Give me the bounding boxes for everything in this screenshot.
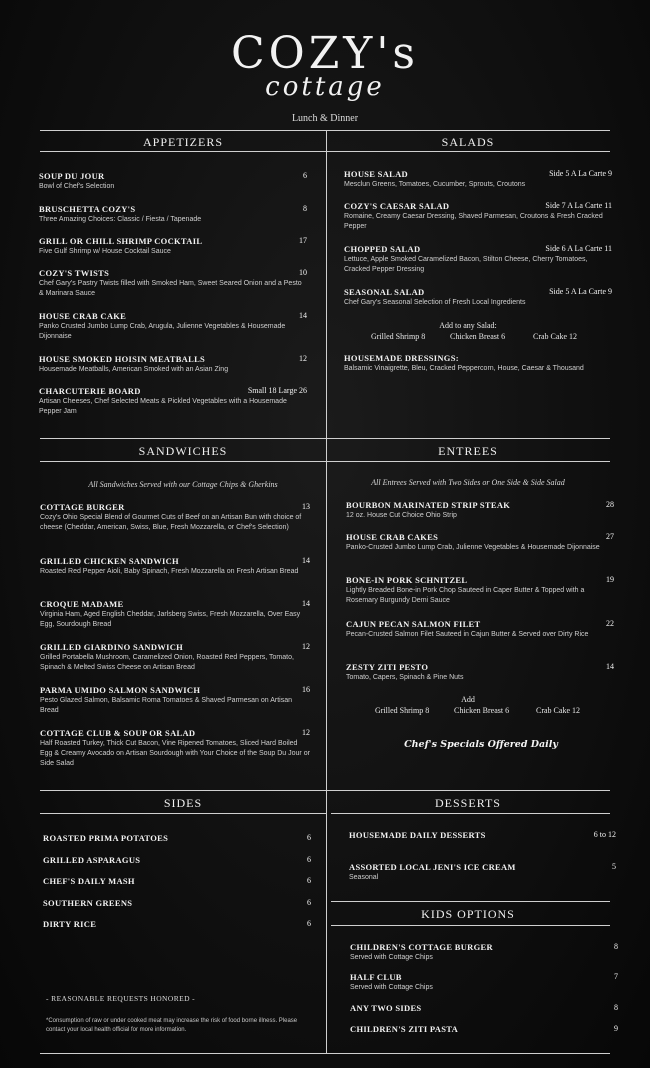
item-name: BOURBON MARINATED STRIP STEAK bbox=[346, 500, 511, 510]
divider bbox=[40, 813, 326, 814]
item-price: Side 7 A La Carte 11 bbox=[545, 201, 612, 210]
item-name: HOUSE CRAB CAKE bbox=[39, 311, 127, 321]
item-price: 22 bbox=[606, 619, 614, 628]
item-description: Five Gulf Shrimp w/ House Cocktail Sauce bbox=[39, 248, 171, 255]
item-name: HOUSE SALAD bbox=[344, 169, 408, 179]
salad-add-chicken: Chicken Breast 6 bbox=[450, 332, 506, 341]
item-price: 10 bbox=[299, 268, 307, 277]
item-description: Virginia Ham, Aged English Cheddar, Jarlsberg Swiss, Fresh Mozzarella, Over Easy Egg, Sourdough Bread bbox=[40, 611, 301, 628]
menu-item-childrens-ziti-pasta bbox=[350, 1024, 618, 1034]
menu-subtitle: Lunch & Dinner bbox=[291, 113, 359, 124]
menu-item-house-salad bbox=[344, 169, 612, 190]
menu-item-croque-madame bbox=[40, 599, 310, 630]
item-price: 8 bbox=[303, 204, 307, 213]
item-name: SEASONAL SALAD bbox=[344, 287, 425, 297]
item-price: 16 bbox=[302, 685, 310, 694]
item-price: 6 bbox=[307, 833, 311, 842]
item-description: Pecan-Crusted Salmon Filet Sauteed in Cajun Butter & Served over Dirty Rice bbox=[346, 631, 589, 638]
menu-item-bourbon-strip-steak bbox=[346, 500, 614, 521]
item-price: 9 bbox=[614, 1024, 618, 1033]
item-name: COTTAGE BURGER bbox=[40, 502, 125, 512]
menu-item-soup-du-jour bbox=[39, 171, 307, 192]
salad-add-crab-cake: Crab Cake 12 bbox=[533, 332, 577, 341]
item-description: Mesclun Greens, Tomatoes, Cucumber, Sprouts, Croutons bbox=[344, 181, 526, 188]
item-name: CHOPPED SALAD bbox=[344, 244, 421, 254]
salad-add-title: Add to any Salad: bbox=[439, 321, 497, 330]
item-description: Pesto Glazed Salmon, Balsamic Roma Tomatoes & Shaved Parmesan on Artisan Bread bbox=[40, 697, 292, 714]
item-price: 13 bbox=[302, 502, 310, 511]
item-price: Small 18 Large 26 bbox=[247, 386, 307, 395]
item-price: 14 bbox=[302, 599, 310, 608]
divider bbox=[40, 130, 610, 131]
menu-item-bruschetta bbox=[39, 204, 307, 225]
item-name: GRILLED GIARDINO SANDWICH bbox=[40, 642, 184, 652]
item-name: ROASTED PRIMA POTATOES bbox=[43, 833, 169, 843]
divider bbox=[331, 925, 610, 926]
item-price: 6 bbox=[307, 876, 311, 885]
item-description: Seasonal bbox=[349, 874, 379, 881]
entrees-note: All Entrees Served with Two Sides or One Side & Side Salad bbox=[371, 478, 565, 487]
chef-specials-note: Chef's Specials Offered Daily bbox=[404, 739, 558, 750]
section-title-salads: SALADS bbox=[441, 135, 495, 149]
menu-item-southern-greens bbox=[43, 898, 311, 908]
item-price: Side 5 A La Carte 9 bbox=[549, 169, 612, 178]
item-name: BONE-IN PORK SCHNITZEL bbox=[346, 575, 468, 585]
menu-item-chefs-daily-mash bbox=[43, 876, 311, 886]
item-price: 7 bbox=[614, 972, 618, 981]
item-price: 5 bbox=[612, 862, 616, 871]
item-price: 6 bbox=[303, 171, 307, 180]
dressings-list: Balsamic Vinaigrette, Bleu, Cracked Peppercorn, House, Caesar & Thousand bbox=[344, 365, 584, 372]
item-description: Three Amazing Choices: Classic / Fiesta / Tapenade bbox=[39, 216, 202, 223]
item-description: 12 oz. House Cut Choice Ohio Strip bbox=[346, 512, 457, 519]
divider bbox=[331, 901, 610, 902]
item-name: HOUSE SMOKED HOISIN MEATBALLS bbox=[39, 354, 206, 364]
item-description: Panko Crusted Jumbo Lump Crab, Arugula, Julienne Vegetables & Housemade Dijonnaise bbox=[39, 323, 286, 340]
menu-item-chopped-salad bbox=[344, 244, 612, 275]
reasonable-requests-note: - REASONABLE REQUESTS HONORED - bbox=[46, 994, 196, 1003]
section-title-desserts: DESSERTS bbox=[435, 796, 501, 810]
item-name: SOUTHERN GREENS bbox=[43, 898, 133, 908]
logo-line1: COZY's bbox=[230, 28, 420, 79]
item-description: Lettuce, Apple Smoked Caramelized Bacon, Stilton Cheese, Cherry Tomatoes, Cracked Pepper Dressing bbox=[344, 256, 588, 273]
item-price: 12 bbox=[302, 642, 310, 651]
item-name: CAJUN PECAN SALMON FILET bbox=[346, 619, 481, 629]
item-price: 12 bbox=[302, 728, 310, 737]
menu-item-housemade-desserts bbox=[349, 830, 616, 840]
entree-add-chicken: Chicken Breast 6 bbox=[454, 706, 510, 715]
section-title-appetizers: APPETIZERS bbox=[142, 135, 223, 149]
item-description: Cozy's Ohio Special Blend of Gourmet Cuts of Beef on an Artisan Bun with choice of cheese (Cheddar, American, Swiss, Blue, Fresh Mozzarella, or Chef's Selection) bbox=[40, 514, 302, 531]
divider bbox=[40, 438, 610, 439]
item-price: 27 bbox=[606, 532, 614, 541]
item-description: Romaine, Creamy Caesar Dressing, Shaved Parmesan, Croutons & Fresh Cracked Pepper bbox=[344, 213, 603, 230]
item-name: HOUSE CRAB CAKES bbox=[346, 532, 439, 542]
divider bbox=[326, 130, 327, 438]
item-description: Artisan Cheeses, Chef Selected Meats & Pickled Vegetables with a Housemade Pepper Jam bbox=[39, 398, 287, 415]
item-description: Chef Gary's Seasonal Selection of Fresh Local Ingredients bbox=[344, 299, 526, 306]
item-name: BRUSCHETTA COZY'S bbox=[39, 204, 136, 214]
item-price: Side 6 A La Carte 11 bbox=[545, 244, 612, 253]
menu-item-any-two-sides bbox=[350, 1003, 618, 1013]
item-name: HOUSEMADE DAILY DESSERTS bbox=[349, 830, 486, 840]
item-description: Panko-Crusted Jumbo Lump Crab, Julienne Vegetables & Housemade Dijonnaise bbox=[346, 544, 600, 551]
item-price: 14 bbox=[299, 311, 307, 320]
divider bbox=[40, 461, 610, 462]
section-title-entrees: ENTREES bbox=[438, 444, 498, 458]
item-price: 6 bbox=[307, 855, 311, 864]
food-safety-disclaimer: *Consumption of raw or under cooked meat may increase the risk of food borne illness. Please contact your local health official for more information. bbox=[46, 1018, 298, 1033]
item-price: 14 bbox=[302, 556, 310, 565]
divider bbox=[40, 1053, 610, 1054]
menu-item-cajun-pecan-salmon bbox=[346, 619, 614, 640]
item-name: COZY'S TWISTS bbox=[39, 268, 110, 278]
item-name: COZY'S CAESAR SALAD bbox=[344, 201, 450, 211]
item-description: Served with Cottage Chips bbox=[350, 954, 433, 961]
item-name: ZESTY ZITI PESTO bbox=[346, 662, 429, 672]
item-description: Half Roasted Turkey, Thick Cut Bacon, Vine Ripened Tomatoes, Sliced Hard Boiled Egg & Creamy Avocado on Artisan Sourdough with Your Choice of the Soup Du Jour or Side Salad bbox=[40, 740, 310, 767]
item-name: ASSORTED LOCAL JENI'S ICE CREAM bbox=[349, 862, 516, 872]
menu-item-house-crab-cake bbox=[39, 311, 307, 342]
menu-item-charcuterie-board bbox=[39, 386, 307, 417]
item-price: Side 5 A La Carte 9 bbox=[549, 287, 612, 296]
menu-item-roasted-prima-potatoes bbox=[43, 833, 311, 843]
menu-item-zesty-ziti-pesto bbox=[346, 662, 614, 683]
item-description: Grilled Portabella Mushroom, Caramelized Onion, Roasted Red Peppers, Tomato, Spinach & Melted Swiss Cheese on Artisan Bread bbox=[40, 654, 294, 671]
item-description: Bowl of Chef's Selection bbox=[39, 183, 115, 190]
item-name: ANY TWO SIDES bbox=[350, 1003, 422, 1013]
divider bbox=[40, 151, 610, 152]
item-name: CHARCUTERIE BOARD bbox=[39, 386, 141, 396]
item-description: Roasted Red Pepper Aioli, Baby Spinach, Fresh Mozzarella on Fresh Artisan Bread bbox=[40, 568, 299, 575]
item-price: 28 bbox=[606, 500, 614, 509]
dressings-title: HOUSEMADE DRESSINGS: bbox=[344, 353, 459, 363]
menu-item-seasonal-salad bbox=[344, 287, 612, 308]
item-name: CHEF'S DAILY MASH bbox=[43, 876, 135, 886]
item-description: Tomato, Capers, Spinach & Pine Nuts bbox=[346, 674, 464, 681]
entree-add-shrimp: Grilled Shrimp 8 bbox=[375, 706, 430, 715]
menu-item-cottage-burger bbox=[40, 502, 310, 533]
section-title-kids-options: KIDS OPTIONS bbox=[421, 907, 515, 921]
item-name: GRILL OR CHILL SHRIMP COCKTAIL bbox=[39, 236, 203, 246]
menu-item-dirty-rice bbox=[43, 919, 311, 929]
item-description: Chef Gary's Pastry Twists filled with Smoked Ham, Sweet Seared Onion and a Pesto & Marinara Sauce bbox=[39, 280, 302, 297]
item-price: 17 bbox=[299, 236, 307, 245]
item-price: 6 bbox=[307, 898, 311, 907]
item-price: 8 bbox=[614, 942, 618, 951]
menu-item-half-club bbox=[350, 972, 618, 993]
menu-item-cottage-club bbox=[40, 728, 310, 769]
menu-item-grilled-chicken-sandwich bbox=[40, 556, 310, 577]
item-price: 14 bbox=[606, 662, 614, 671]
item-name: CHILDREN'S COTTAGE BURGER bbox=[350, 942, 493, 952]
item-name: CROQUE MADAME bbox=[40, 599, 124, 609]
sandwiches-note: All Sandwiches Served with our Cottage Chips & Gherkins bbox=[88, 480, 278, 489]
item-name: GRILLED ASPARAGUS bbox=[43, 855, 141, 865]
item-name: GRILLED CHICKEN SANDWICH bbox=[40, 556, 179, 566]
item-name: SOUP DU JOUR bbox=[39, 171, 105, 181]
item-price: 19 bbox=[606, 575, 614, 584]
item-price: 6 bbox=[307, 919, 311, 928]
item-name: DIRTY RICE bbox=[43, 919, 97, 929]
divider bbox=[331, 813, 610, 814]
divider bbox=[40, 790, 610, 791]
logo-line2: cottage bbox=[265, 72, 385, 102]
menu-item-house-crab-cakes bbox=[346, 532, 614, 553]
entree-add-title: Add bbox=[461, 695, 475, 704]
menu-item-parma-umido-salmon bbox=[40, 685, 310, 716]
item-name: HALF CLUB bbox=[350, 972, 402, 982]
item-name: PARMA UMIDO SALMON SANDWICH bbox=[40, 685, 201, 695]
menu-item-pork-schnitzel bbox=[346, 575, 614, 606]
menu-item-shrimp-cocktail bbox=[39, 236, 307, 257]
item-description: Lightly Breaded Bone-in Pork Chop Sauteed in Caper Butter & Topped with a Rosemary Burgundy Demi Sauce bbox=[346, 587, 585, 604]
item-price: 6 to 12 bbox=[593, 830, 616, 839]
divider bbox=[326, 438, 327, 790]
item-description: Served with Cottage Chips bbox=[350, 984, 433, 991]
salad-add-shrimp: Grilled Shrimp 8 bbox=[371, 332, 426, 341]
entree-add-crab-cake: Crab Cake 12 bbox=[536, 706, 580, 715]
menu-item-caesar-salad bbox=[344, 201, 612, 232]
menu-item-jenis-ice-cream bbox=[349, 862, 616, 883]
menu-item-hoisin-meatballs bbox=[39, 354, 307, 375]
menu-item-grilled-giardino bbox=[40, 642, 310, 673]
housemade-dressings bbox=[344, 353, 612, 374]
menu-item-grilled-asparagus bbox=[43, 855, 311, 865]
item-price: 8 bbox=[614, 1003, 618, 1012]
item-description: Housemade Meatballs, American Smoked with an Asian Zing bbox=[39, 366, 229, 373]
item-price: 12 bbox=[299, 354, 307, 363]
menu-item-cozys-twists bbox=[39, 268, 307, 299]
menu-item-childrens-cottage-burger bbox=[350, 942, 618, 963]
section-title-sides: SIDES bbox=[163, 796, 203, 810]
item-name: CHILDREN'S ZITI PASTA bbox=[350, 1024, 459, 1034]
item-name: COTTAGE CLUB & SOUP OR SALAD bbox=[40, 728, 196, 738]
section-title-sandwiches: SANDWICHES bbox=[138, 444, 228, 458]
